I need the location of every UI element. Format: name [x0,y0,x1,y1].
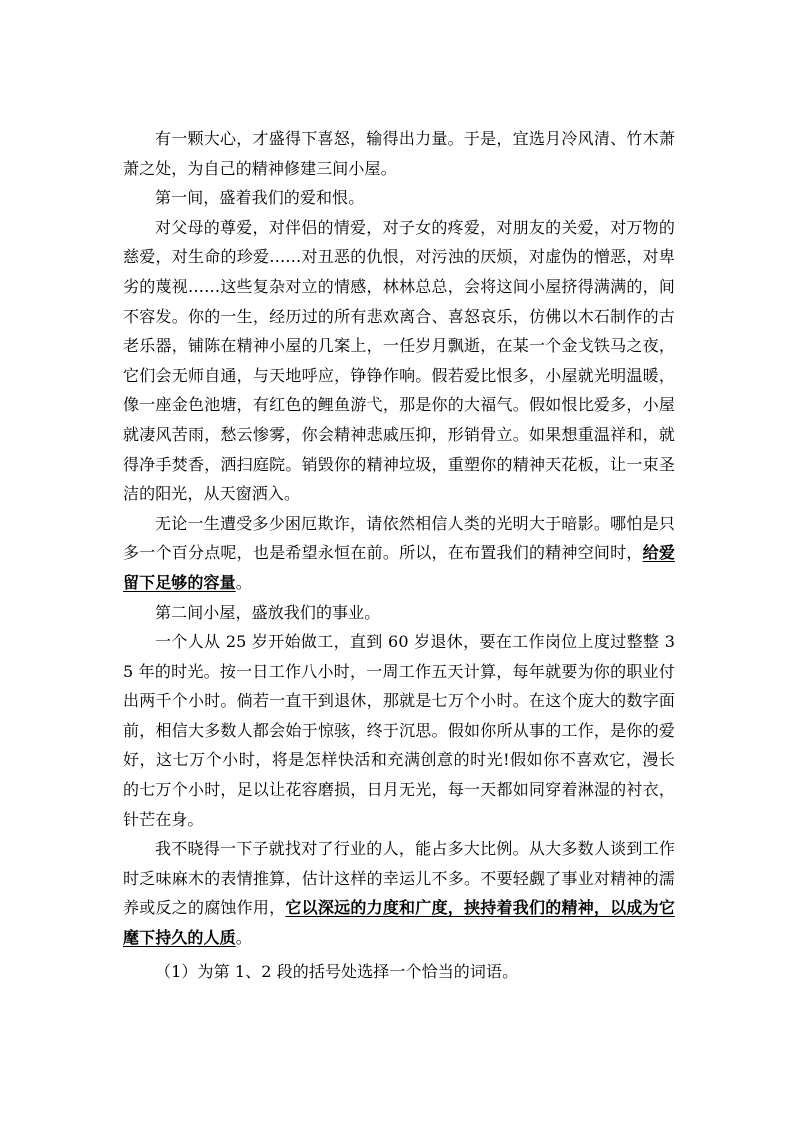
question-1 [123,957,675,987]
paragraph-1 [123,124,675,183]
document-body [123,124,675,986]
paragraph-4-end: 。 [235,572,252,592]
paragraph-7-text: 我不晓得一下子就找对了行业的人，能占多大比例。从大多数人谈到工作时乏味麻木的表情推算，估计这样的幸运儿不多。不要轻觑了事业对精神的濡养或反之的腐蚀作用， [123,839,675,918]
paragraph-4 [123,509,675,598]
paragraph-1-text: 有一颗大心，才盛得下喜怒，输得出力量。于是，宜选月冷风清、竹木萧萧之处，为自己的精神修建三间小屋。 [123,129,675,178]
paragraph-2-text: 第一间，盛着我们的爱和恨。 [155,188,365,208]
paragraph-3 [123,213,675,509]
paragraph-5 [123,598,675,628]
paragraph-7 [123,834,675,952]
paragraph-7-end: 。 [235,928,252,948]
paragraph-7-emphasis: 它以深远的力度和广度，挟持着我们的精神，以成为它麾下持久的人质 [123,898,675,948]
question-1-text: （1）为第 1、2 段的括号处选择一个恰当的词语。 [155,961,519,981]
paragraph-6-text: 一个人从 25 岁开始做工，直到 60 岁退休，要在工作岗位上度过整整 35 年的时光。按一日工作八小时，一周工作五天计算，每年就要为你的职业付出两千个小时。倘若一直干到退休，那就是七万个小时。在这个庞大的数字面前，相信大多数人都会始于惊骇，终于沉思。假如你所从事的工作，是你的爱好，这七万个小时，将是怎样快活和充满创意的时光!假如你不喜欢它，漫长的七万个小时，足以让花容磨损，日月无光，每一天都如同穿着淋湿的衬衣，针芒在身。 [123,632,675,829]
paragraph-6 [123,627,675,834]
paragraph-4-text: 无论一生遭受多少困厄欺诈，请依然相信人类的光明大于暗影。哪怕是只多一个百分点呢，也是希望永恒在前。所以，在布置我们的精神空间时， [123,513,675,563]
paragraph-2 [123,183,675,213]
paragraph-3-text: 对父母的尊爱，对伴侣的情爱，对子女的疼爱，对朋友的关爱，对万物的慈爱，对生命的珍爱……对丑恶的仇恨，对污浊的厌烦，对虚伪的憎恶，对卑劣的蔑视……这些复杂对立的情感，林林总总，会将这间小屋挤得满满的，间不容发。你的一生，经历过的所有悲欢离合、喜怒哀乐，仿佛以木石制作的古老乐器，铺陈在精神小屋的几案上，一任岁月飘逝，在某一个金戈铁马之夜，它们会无师自通，与天地呼应，铮铮作响。假若爱比恨多，小屋就光明温暖，像一座金色池塘，有红色的鲤鱼游弋，那是你的大福气。假如恨比爱多，小屋就凄风苦雨，愁云惨雾，你会精神悲戚压抑，形销骨立。如果想重温祥和，就得净手焚香，洒扫庭院。销毁你的精神垃圾，重塑你的精神天花板，让一束圣洁的阳光，从天窗洒入。 [123,217,675,504]
paragraph-5-text: 第二间小屋，盛放我们的事业。 [155,602,381,622]
paragraph-4-emphasis: 给爱留下足够的容量 [123,543,675,592]
